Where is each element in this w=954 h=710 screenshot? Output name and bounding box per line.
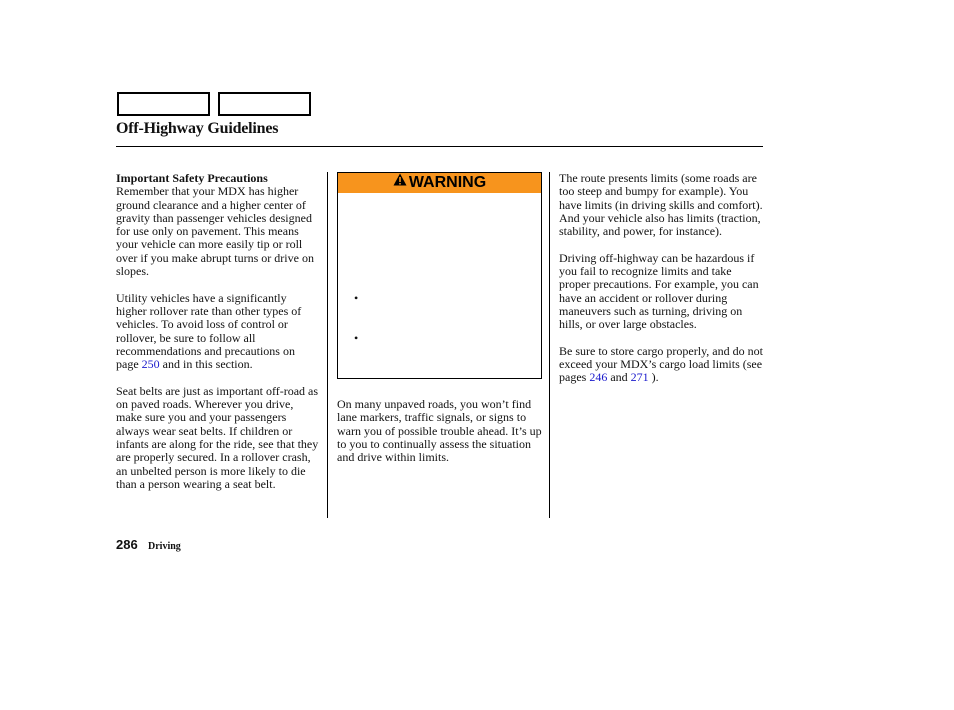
page-link-271[interactable]: 271 [630,370,649,385]
paragraph-text: Remember that your MDX has higher ground clearance and a higher center of gravity than passenger vehicles designed for use only on pavement. This means your vehicle can more easily tip or roll over if you make abrupt turns or drive on slopes. [116,184,314,279]
warning-triangle-icon [393,173,407,191]
warning-header [338,173,541,193]
paragraph-text: and in this section. [159,357,253,372]
paragraph-text: Utility vehicles have a significantly higher rollover rate than other types of vehicles. To avoid loss of control or rollover, be sure to follow all recommendations and precautions on page [116,290,302,372]
section-heading: Important Safety Precautions [116,171,268,185]
paragraph-unpaved-roads: On many unpaved roads, you won’t find lane markers, traffic signals, or signs to warn you of possible trouble ahead. It’s up to you to continually assess the situation and drive within limits. [337,397,542,465]
page-link-250[interactable]: 250 [141,357,160,372]
column-divider-1 [327,172,328,518]
warning-label: WARNING [408,174,487,191]
warning-box [337,172,542,379]
paragraph-safety-intro [116,172,320,278]
paragraph-text: and [607,370,631,385]
column-right [559,172,765,398]
column-middle [337,398,542,478]
column-left [116,172,320,504]
section-name: Driving [148,541,181,552]
page-number: 286 [116,537,138,552]
paragraph-seat-belts: Seat belts are just as important off-road as on paved roads. Wherever you drive, make sure you and your passengers always wear seat belts. If children or infants are along for the ride, see that they are properly secured. In a rollover crash, an unbelted person is more likely to die than a person wearing a seat belt. [116,383,319,491]
paragraph-cargo [559,345,765,385]
paragraph-text: ). [648,370,659,385]
title-divider [116,146,763,147]
nav-tab-blank-2[interactable] [218,92,311,116]
paragraph-route-limits: The route presents limits (some roads are too steep and bumpy for example). You have limits (in driving skills and comfort). And your vehicle also has limits (traction, stability, and power, for instance). [559,171,763,239]
page-link-246[interactable]: 246 [589,370,608,385]
column-divider-2 [549,172,550,518]
nav-tab-blank-1[interactable] [117,92,210,116]
warning-bullet-2: • [354,331,359,345]
paragraph-rollover [116,292,320,372]
page-title: Off-Highway Guidelines [116,120,279,137]
warning-bullet-1: • [354,291,359,305]
paragraph-hazards: Driving off-highway can be hazardous if you fail to recognize limits and take proper precautions. For example, you can have an accident or rollover during maneuvers such as turning, driving on hills, or over large obstacles. [559,250,759,332]
paragraph-text: Be sure to store cargo properly, and do not exceed your MDX’s cargo load limits (see pages [559,343,763,385]
